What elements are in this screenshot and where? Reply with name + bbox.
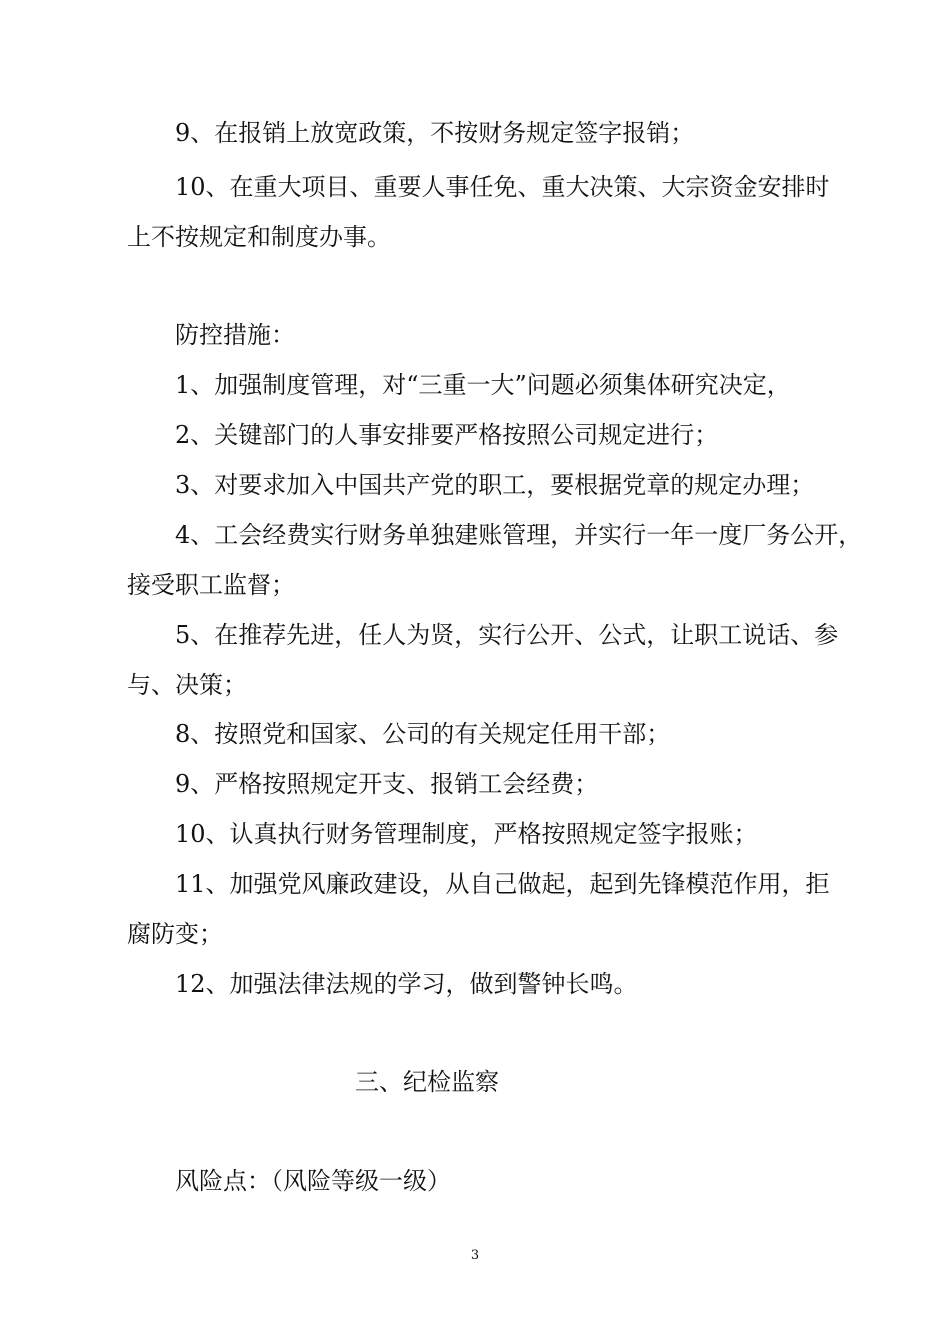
measure-item-5: 5、在推荐先进，任人为贤，实行公开、公式，让职工说话、参 [175,621,839,649]
measure-item-11: 11、加强党风廉政建设，从自己做起，起到先锋模范作用，拒 [175,870,830,898]
measure-item-4-continued: 接受职工监督； [127,571,295,599]
risk-item-10-continued: 上不按规定和制度办事。 [127,223,391,251]
measure-item-3: 3、对要求加入中国共产党的职工，要根据党章的规定办理； [175,471,815,499]
risk-item-9: 9、在报销上放宽政策，不按财务规定签字报销； [175,119,695,147]
measure-item-12: 12、加强法律法规的学习，做到警钟长鸣。 [175,970,638,998]
measure-item-1: 1、加强制度管理，对“三重一大”问题必须集体研究决定， [175,371,791,399]
measure-item-10: 10、认真执行财务管理制度，严格按照规定签字报账； [175,820,758,848]
risk-item-10: 10、在重大项目、重要人事任免、重大决策、大宗资金安排时 [175,173,830,201]
measure-item-11-continued: 腐防变； [127,920,223,948]
measure-item-5-continued: 与、决策； [127,671,247,699]
measure-item-9: 9、严格按照规定开支、报销工会经费； [175,770,599,798]
measure-item-2: 2、关键部门的人事安排要严格按照公司规定进行； [175,421,719,449]
measure-item-4: 4、工会经费实行财务单独建账管理，并实行一年一度厂务公开， [175,521,863,549]
section-heading: 三、纪检监察 [355,1068,499,1096]
measures-heading: 防控措施： [175,321,295,349]
measure-item-8: 8、按照党和国家、公司的有关规定任用干部； [175,720,671,748]
risk-heading: 风险点：（风险等级一级） [175,1167,451,1195]
page-number: 3 [470,1248,480,1263]
